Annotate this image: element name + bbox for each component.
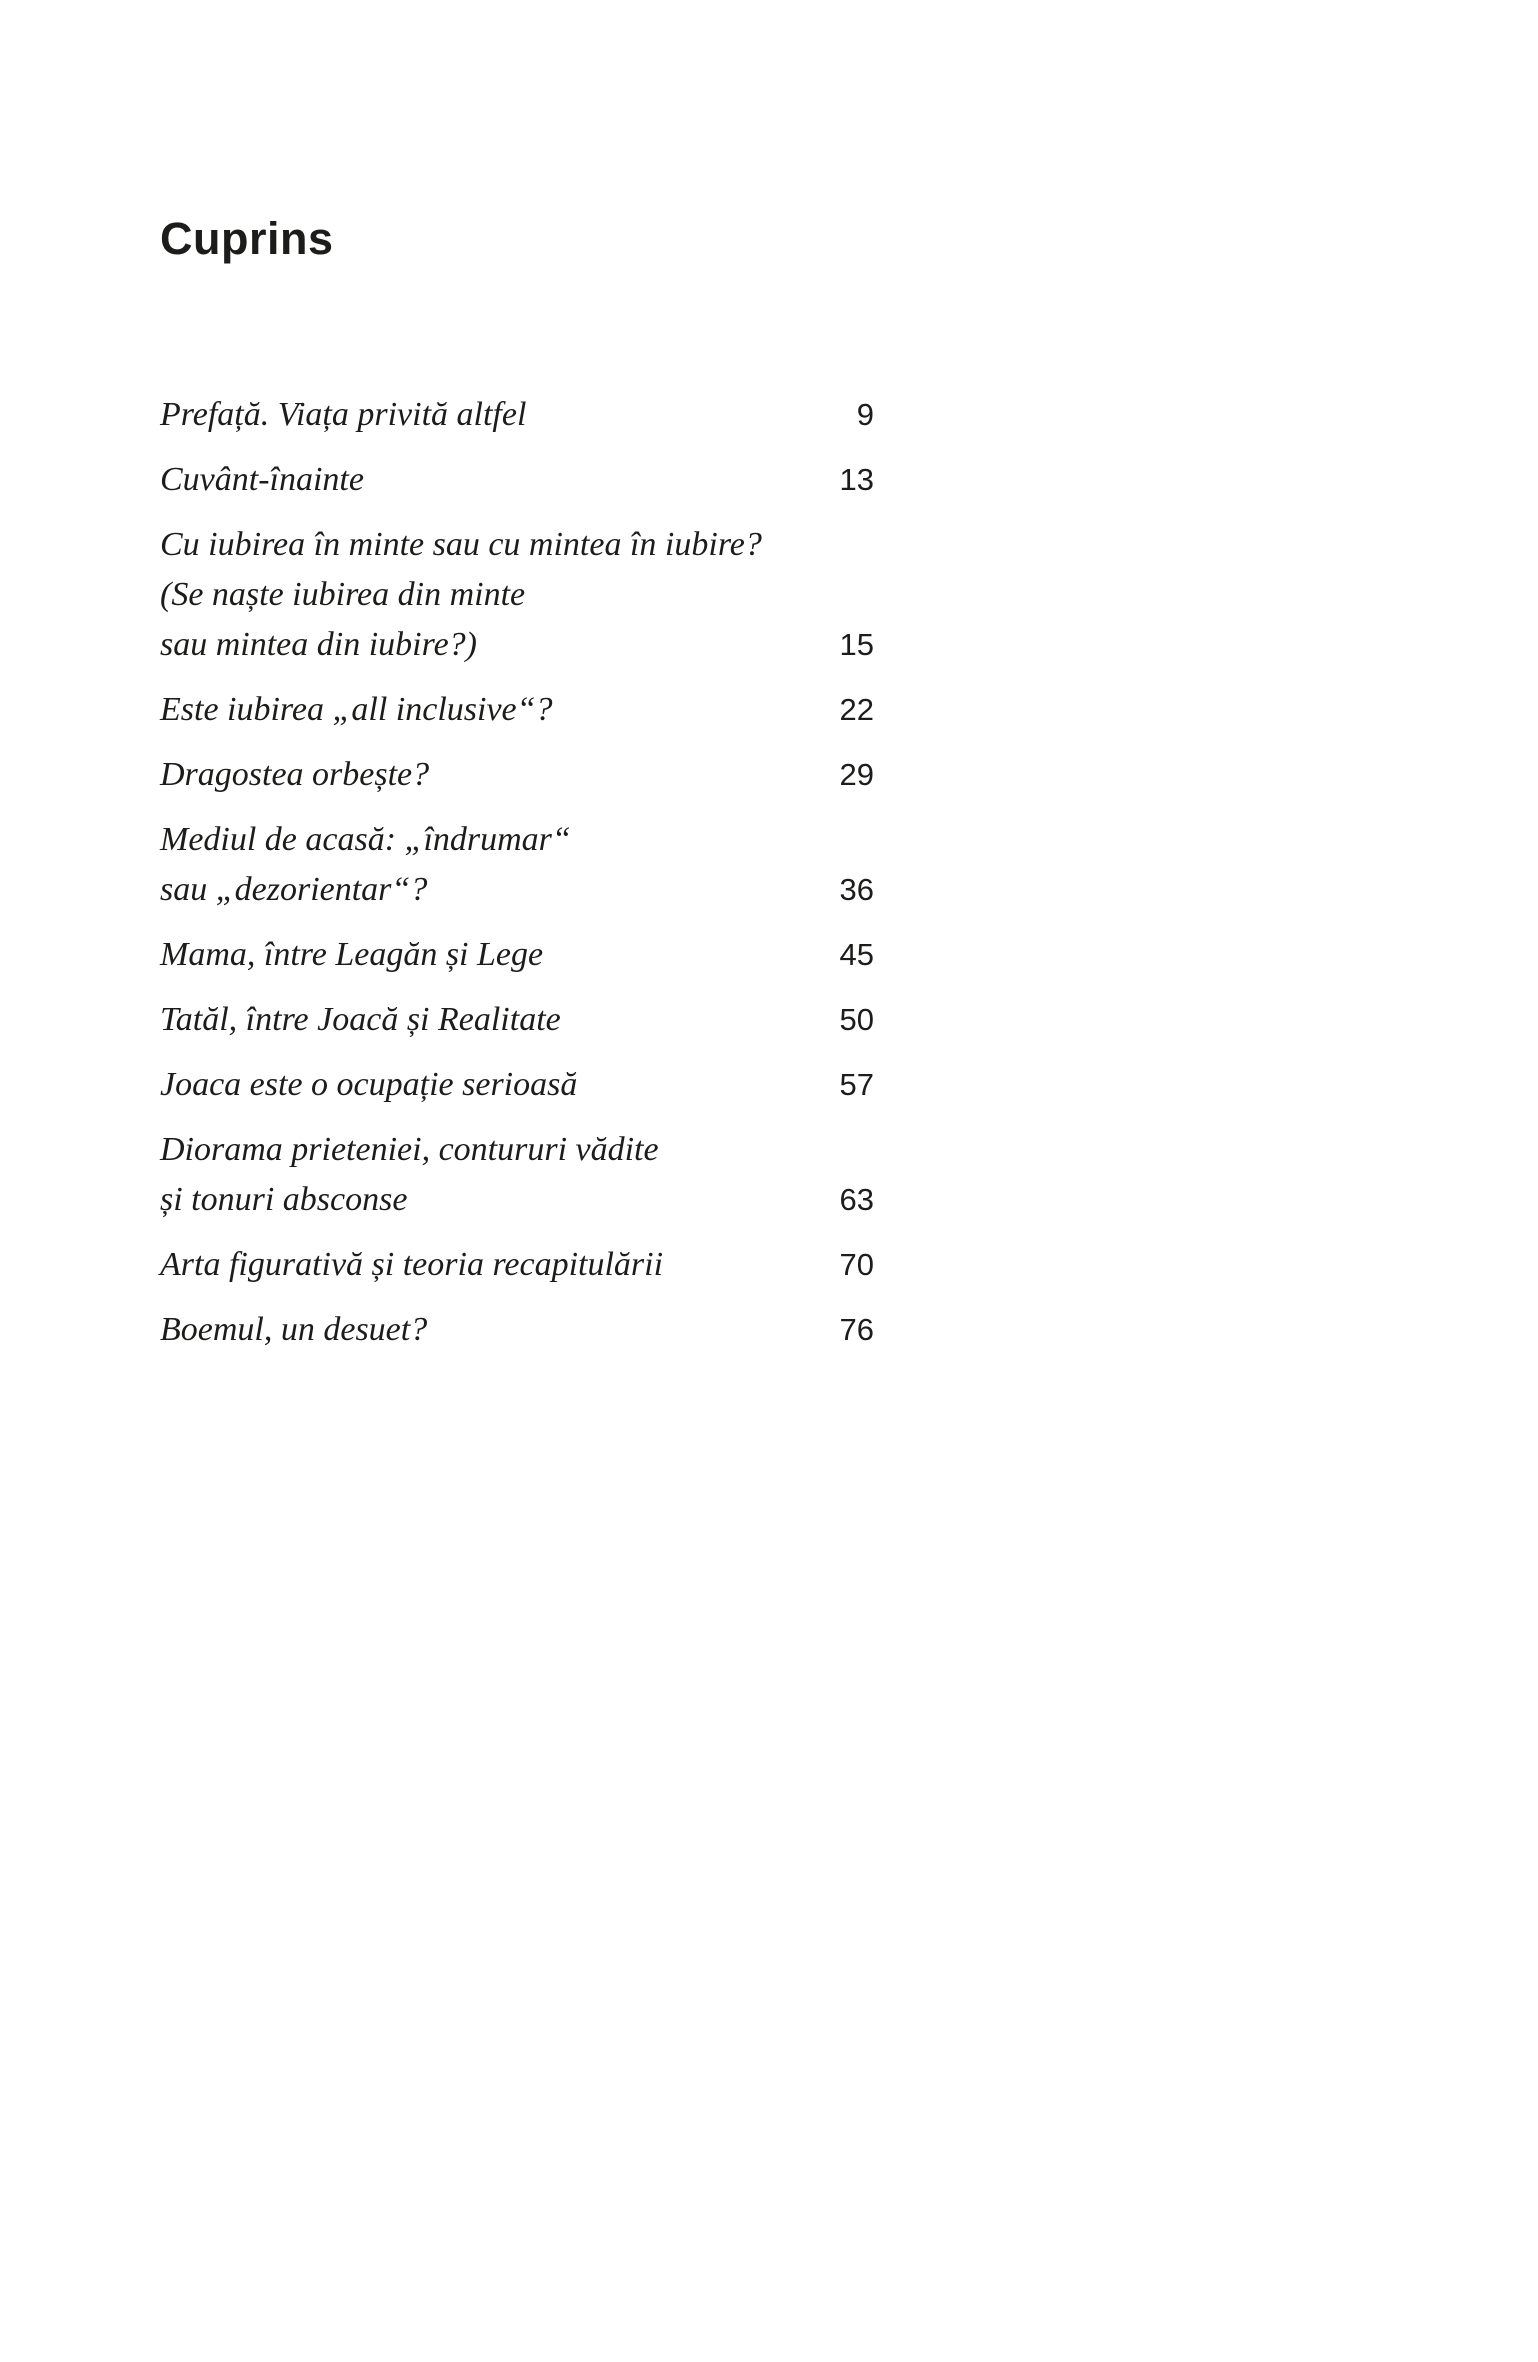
entry-title-line: Diorama prieteniei, contururi vădite [160, 1131, 659, 1168]
entry-title-line: Tatăl, între Joacă și Realitate [160, 1001, 561, 1038]
entry-title-line: Joaca este o ocupație serioasă [160, 1066, 578, 1103]
entry-title [160, 930, 543, 980]
toc-entry [160, 930, 874, 980]
entry-title [160, 685, 553, 735]
entry-page-number: 13 [839, 462, 874, 497]
entry-title-line: Cuvânt-înainte [160, 461, 364, 498]
entry-title-line: (Se naște iubirea din minte [160, 576, 526, 613]
entry-page-number: 9 [856, 397, 874, 432]
toc-entry [160, 455, 874, 505]
entry-title [160, 520, 762, 670]
entry-title-line: Prefață. Viața privită altfel [160, 396, 527, 433]
entry-page-number: 63 [839, 1182, 874, 1217]
toc-entry [160, 1125, 874, 1225]
toc-entry [160, 815, 874, 915]
entry-title-line: Este iubirea „all inclusive“? [160, 691, 553, 728]
toc-entry [160, 685, 874, 735]
entry-title [160, 1240, 663, 1290]
entry-title-line: Cu iubirea în minte sau cu mintea în iubire? [160, 526, 762, 563]
entry-title-line: Mama, între Leagăn și Lege [160, 936, 544, 973]
entry-page-number: 50 [839, 1002, 874, 1037]
entry-page-number: 22 [839, 692, 874, 727]
entry-page-number: 70 [839, 1247, 874, 1282]
entry-title [160, 1060, 577, 1110]
toc-entry [160, 390, 874, 440]
page-title: Cuprins [160, 213, 334, 265]
entry-title-line: Mediul de acasă: „îndrumar“ [160, 821, 571, 858]
entry-title-line: sau „dezorientar“? [160, 871, 428, 908]
entry-title [160, 390, 526, 440]
entry-title [160, 815, 571, 915]
entry-page-number: 45 [839, 937, 874, 972]
entry-title-line: și tonuri absconse [160, 1181, 408, 1218]
entry-title [160, 455, 364, 505]
entry-title-line: Boemul, un desuet? [160, 1311, 428, 1348]
entry-title [160, 1125, 659, 1225]
entry-page-number: 29 [839, 757, 874, 792]
toc-entry [160, 1305, 874, 1355]
toc-entry [160, 750, 874, 800]
toc-entry [160, 520, 874, 670]
toc-list [160, 390, 874, 1370]
entry-title [160, 995, 561, 1045]
toc-entry [160, 995, 874, 1045]
entry-title [160, 1305, 427, 1355]
entry-page-number: 57 [839, 1067, 874, 1102]
entry-page-number: 76 [839, 1312, 874, 1347]
entry-page-number: 36 [839, 872, 874, 907]
toc-entry [160, 1060, 874, 1110]
entry-title-line: Arta figurativă și teoria recapitulării [160, 1246, 664, 1283]
entry-title [160, 750, 429, 800]
entry-page-number: 15 [839, 627, 874, 662]
entry-title-line: Dragostea orbește? [160, 756, 430, 793]
toc-entry [160, 1240, 874, 1290]
entry-title-line: sau mintea din iubire?) [160, 626, 477, 663]
